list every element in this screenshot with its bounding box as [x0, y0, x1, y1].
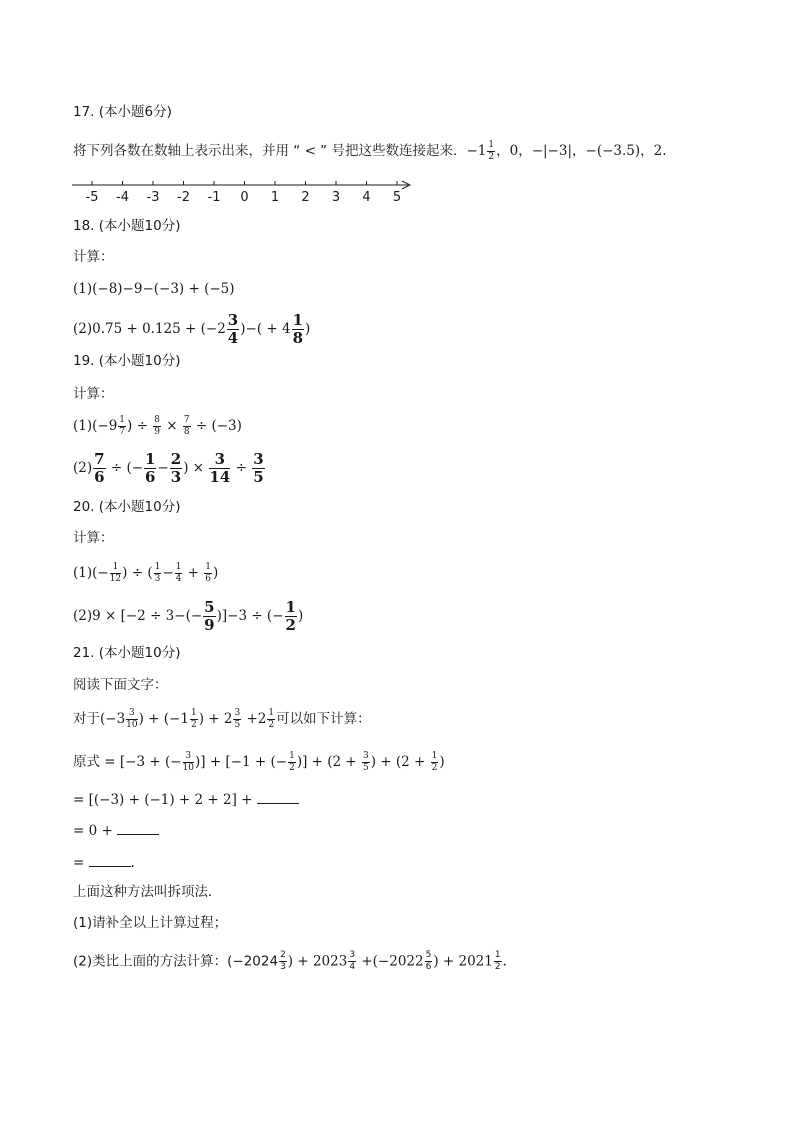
fraction	[118, 416, 126, 437]
fraction-numerator: 1	[431, 751, 438, 761]
fraction-denominator: 6	[425, 962, 432, 972]
fraction	[431, 752, 439, 773]
fraction-numerator: 3	[209, 452, 230, 469]
expr-text: (1)(−	[73, 565, 109, 581]
fraction	[209, 452, 230, 485]
fraction-numerator: 5	[425, 950, 432, 960]
fraction-numerator: 5	[204, 598, 215, 616]
q17-rest: ，0，−|−3|，−(−3.5)，2.	[496, 143, 667, 159]
fraction	[190, 709, 198, 730]
fraction-denominator: 12	[109, 574, 122, 584]
fraction-denominator: 5	[253, 468, 264, 486]
expr-text: ×	[161, 418, 182, 434]
fraction	[267, 709, 275, 730]
expr-text: ) + 2023	[287, 953, 348, 970]
fraction-denominator: 6	[205, 574, 212, 584]
number-line-tick-label: 5	[392, 190, 402, 205]
q19-calc-label: 计算：	[73, 386, 114, 402]
expr-text: ) + (−1	[138, 711, 189, 727]
expr-text: ÷ (−	[106, 460, 144, 476]
expr-text: +(−2022	[357, 953, 424, 970]
fraction-numerator: 1	[488, 140, 495, 150]
fraction-denominator: 4	[175, 574, 182, 584]
expr-text: )−( + 4	[240, 321, 291, 337]
answer-blank[interactable]	[117, 823, 159, 835]
expr-text: (2)类比上面的方法计算：(−2024	[73, 953, 279, 970]
fraction-numerator: 7	[94, 450, 105, 468]
fraction	[93, 452, 105, 485]
expr-text: =	[73, 855, 89, 871]
fraction	[425, 951, 433, 972]
expr-text: .	[502, 953, 507, 970]
q19-part1	[73, 416, 242, 437]
answer-blank[interactable]	[89, 855, 131, 867]
fraction-numerator: 3	[253, 450, 264, 468]
expr-text: +	[183, 565, 204, 581]
number-line-tick-label: -4	[116, 190, 129, 205]
fraction-numerator: 1	[175, 562, 182, 572]
fraction-denominator: 8	[292, 329, 304, 347]
number-line-tick-label: -2	[177, 190, 190, 205]
fraction-denominator: 3	[280, 962, 286, 972]
q17-fraction	[487, 141, 495, 162]
q17-mixed-int: −1	[466, 143, 487, 159]
fraction-denominator: 2	[285, 616, 296, 634]
fraction	[292, 313, 304, 346]
fraction	[170, 452, 182, 485]
fraction-numerator: 1	[190, 708, 197, 718]
answer-blank[interactable]	[257, 792, 299, 804]
q21-sub1: (1)请补全以上计算过程；	[73, 915, 228, 931]
expr-text: )	[213, 565, 219, 581]
expr-text: 可以如下计算：	[276, 711, 371, 727]
expr-text: (2)0.75 + 0.125 + (−2	[73, 321, 226, 337]
fraction-denominator: 7	[119, 427, 126, 437]
expr-text: ) + 2	[198, 711, 233, 727]
number-line-tick-label: 2	[301, 190, 310, 205]
q18-heading: 18. (本小题10分)	[73, 218, 181, 234]
expr-text: )] + (2 +	[296, 754, 361, 770]
fraction	[183, 752, 194, 773]
q21-line5	[73, 855, 135, 871]
fraction-denominator: 8	[183, 427, 190, 437]
fraction-denominator: 2	[494, 962, 501, 972]
q21-read-label: 阅读下面文字：	[73, 677, 168, 693]
fraction-numerator: 3	[227, 311, 239, 329]
q20-heading: 20. (本小题10分)	[73, 499, 181, 515]
expr-text: −	[162, 565, 174, 581]
fraction-numerator: 3	[183, 752, 194, 763]
fraction	[233, 709, 241, 730]
fraction	[175, 563, 183, 584]
fraction-denominator: 14	[209, 468, 231, 486]
q18-part1: (1)(−8)−9−(−3) + (−5)	[73, 281, 235, 297]
fraction-denominator: 2	[190, 720, 197, 730]
expr-text: 原式 = [−3 + (−	[73, 754, 182, 770]
fraction-numerator: 8	[154, 415, 160, 425]
fraction-denominator: 5	[234, 720, 241, 730]
expr-text: −	[157, 460, 169, 476]
fraction-numerator: 2	[280, 950, 286, 960]
number-line-tick-label: 0	[240, 190, 249, 205]
fraction	[110, 563, 121, 584]
expr-text: (1)(−9	[73, 418, 118, 434]
fraction-numerator: 1	[285, 598, 296, 616]
fraction-numerator: 2	[170, 450, 182, 468]
fraction-numerator: 1	[110, 563, 121, 574]
q18-part2	[73, 313, 310, 346]
fraction-numerator: 3	[349, 950, 356, 960]
fraction-denominator: 10	[126, 720, 138, 730]
expr-text: ) ÷ (	[122, 565, 153, 581]
fraction-numerator: 3	[234, 708, 241, 718]
fraction-denominator: 4	[227, 329, 239, 347]
fraction	[285, 600, 297, 633]
fraction	[183, 416, 191, 437]
q17-mixed-number	[466, 140, 496, 162]
fraction-numerator: 7	[183, 415, 190, 425]
q20-part2	[73, 600, 303, 633]
fraction-denominator: 2	[488, 152, 495, 162]
q21-line4	[73, 823, 159, 839]
q19-part2	[73, 452, 266, 485]
q17-prompt-text: 将下列各数在数轴上表示出来，并用 “ < ” 号把这些数连接起来．	[73, 143, 467, 159]
q21-line2	[73, 752, 445, 773]
number-line-tick-label: 1	[270, 190, 280, 205]
expr-text: ÷	[231, 460, 252, 476]
q17-prompt	[73, 141, 667, 162]
fraction-denominator: 3	[154, 574, 161, 584]
q21-line1	[73, 709, 371, 730]
fraction	[204, 563, 212, 584]
fraction-denominator: 10	[182, 763, 194, 773]
fraction	[494, 951, 502, 972]
fraction	[144, 452, 156, 485]
fraction-denominator: 2	[289, 763, 295, 773]
fraction-numerator: 3	[126, 709, 137, 720]
expr-text: = 0 +	[73, 823, 118, 839]
fraction	[203, 600, 215, 633]
fraction-denominator: 2	[268, 720, 275, 730]
number-line-tick-label: -3	[146, 190, 160, 205]
q21-line3	[73, 792, 299, 808]
expr-text: +2	[242, 711, 267, 727]
q21-heading: 21. (本小题10分)	[73, 645, 181, 661]
q18-calc-label: 计算：	[73, 249, 114, 265]
fraction-numerator: 1	[289, 751, 295, 761]
number-line-tick-label: 3	[331, 190, 341, 205]
expr-text: = [(−3) + (−1) + 2 + 2] +	[73, 792, 257, 808]
fraction-numerator: 1	[494, 950, 501, 960]
q21-method-note: 上面这种方法叫拆项法．	[73, 884, 222, 900]
expr-text: ) + 2021	[433, 953, 493, 970]
expr-text: )	[305, 321, 311, 337]
expr-text: )	[439, 754, 445, 770]
fraction-numerator: 1	[154, 562, 161, 572]
expr-text: )]−3 ÷ (−	[216, 608, 284, 624]
q20-part1	[73, 563, 218, 584]
q17-heading: 17. (本小题6分)	[73, 104, 172, 120]
number-line-tick-label: -1	[207, 190, 221, 205]
fraction-numerator: 3	[363, 751, 369, 761]
q19-heading: 19. (本小题10分)	[73, 353, 181, 369]
fraction	[154, 563, 162, 584]
fraction	[348, 951, 356, 972]
fraction	[252, 452, 264, 485]
fraction-numerator: 1	[119, 415, 126, 425]
number-line-tick-label: 4	[362, 190, 371, 205]
fraction-denominator: 2	[431, 763, 438, 773]
number-line-tick-label: -5	[85, 190, 99, 205]
expr-text: ) + (2 +	[370, 754, 430, 770]
fraction	[279, 951, 287, 972]
fraction	[227, 313, 239, 346]
expr-text: (2)	[73, 460, 93, 476]
fraction-denominator: 4	[349, 962, 356, 972]
expr-text: )	[297, 608, 304, 624]
expr-text: 对于(−3	[73, 711, 126, 727]
expr-text: ) ÷	[127, 418, 153, 434]
expr-text: (2)9 × [−2 ÷ 3−(−	[73, 608, 203, 624]
expr-text: ÷ (−3)	[191, 418, 242, 434]
expr-text: .	[130, 855, 135, 871]
fraction-denominator: 5	[363, 763, 369, 773]
fraction	[288, 752, 296, 773]
number-line	[70, 176, 420, 208]
fraction	[126, 709, 137, 730]
fraction	[153, 416, 161, 437]
fraction-denominator: 9	[154, 427, 160, 437]
fraction-numerator: 1	[268, 708, 275, 718]
q21-sub2	[73, 951, 507, 972]
fraction	[362, 752, 370, 773]
fraction-numerator: 1	[205, 562, 212, 572]
fraction-denominator: 9	[204, 616, 215, 634]
fraction-numerator: 1	[292, 311, 304, 329]
fraction-numerator: 1	[145, 450, 156, 468]
expr-text: )] + [−1 + (−	[195, 754, 288, 770]
q20-calc-label: 计算：	[73, 530, 114, 546]
fraction-denominator: 3	[170, 468, 182, 486]
fraction-denominator: 6	[145, 468, 156, 486]
expr-text: ) ×	[183, 460, 209, 476]
fraction-denominator: 6	[94, 468, 105, 486]
